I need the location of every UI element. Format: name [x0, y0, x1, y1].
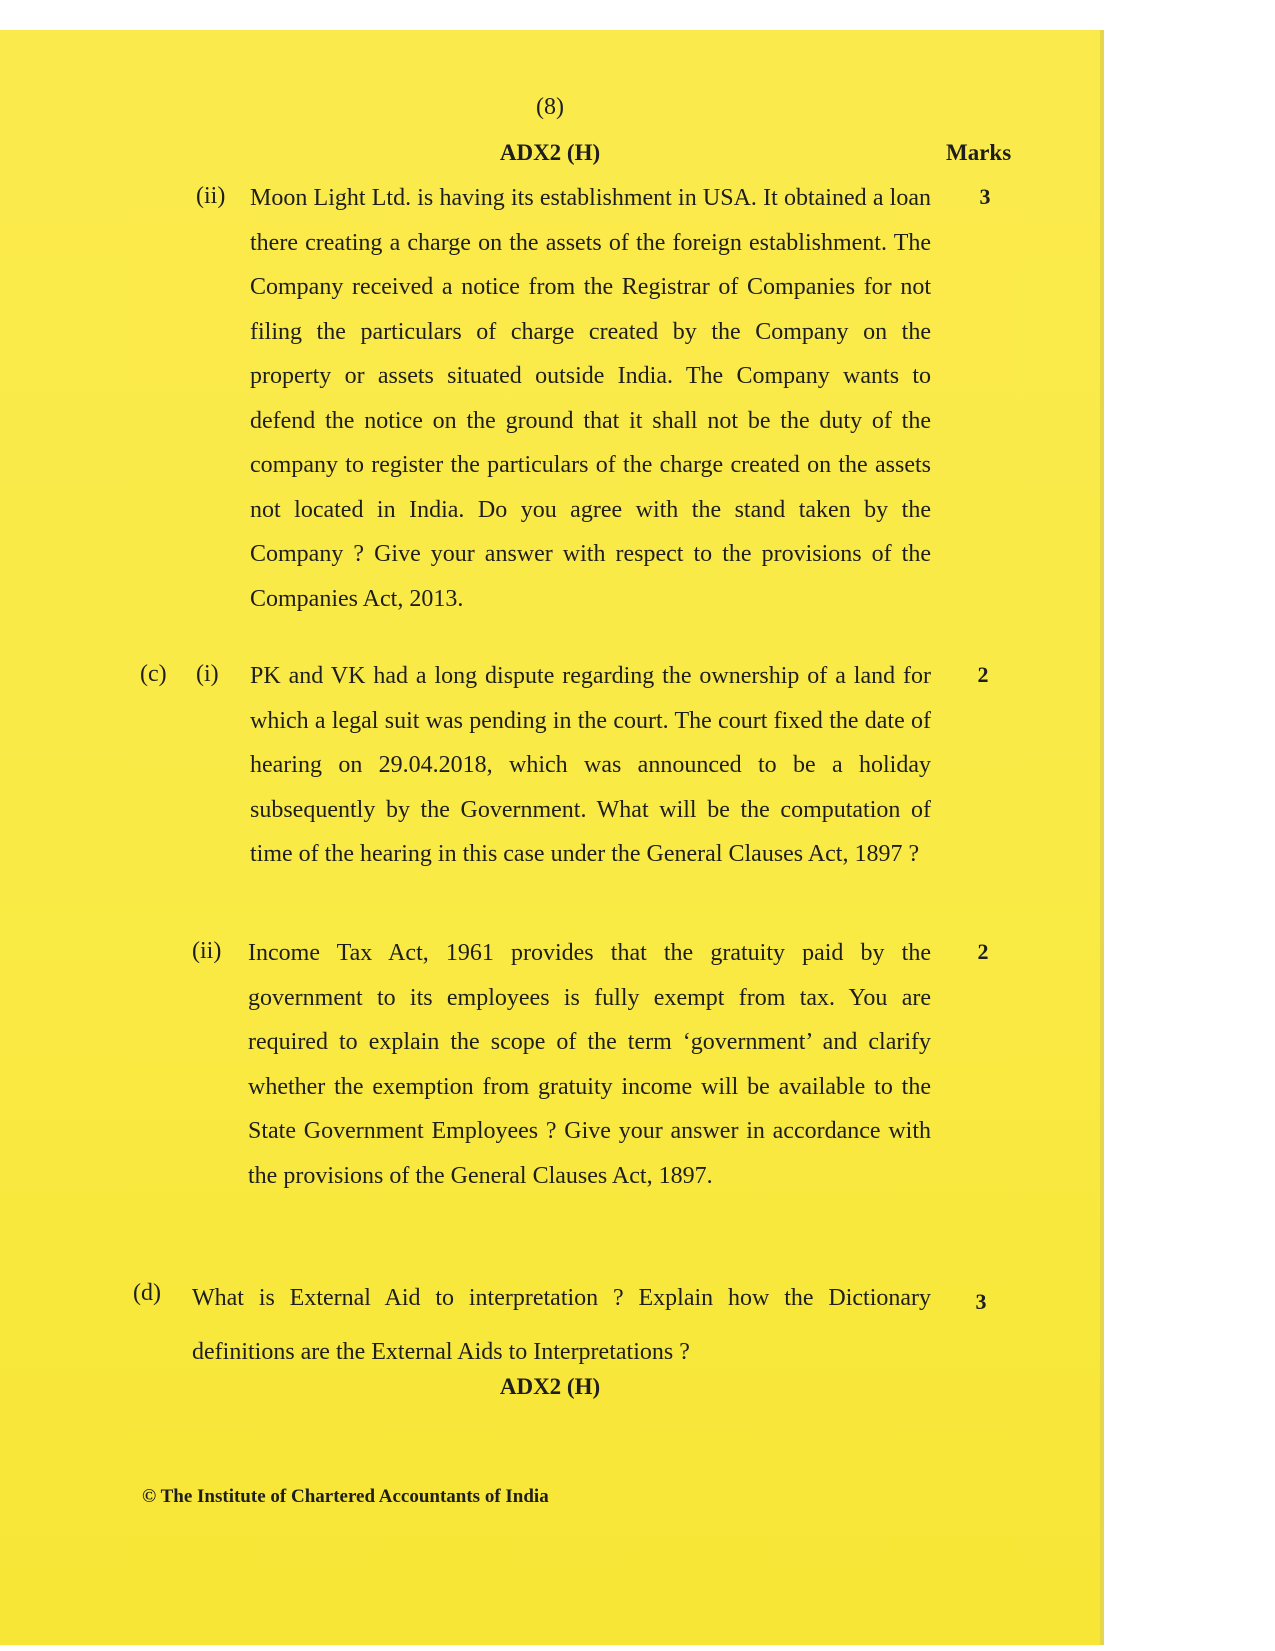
- question-text: What is External Aid to interpretation ? Explain how the Dictionary definitions are the External Aids to Interpretations ?: [192, 1285, 931, 1365]
- question-label-ii: (ii): [196, 183, 226, 209]
- paper-code-header: ADX2 (H): [499, 140, 601, 165]
- question-text: Moon Light Ltd. is having its establishment in USA. It obtained a loan there creating a charge on the assets of the foreign establishment. The Company received a notice from the Registrar of Companies for not filing the particulars of charge created by the Company on the property or assets situated outside India. The Company wants to defend the notice on the ground that it shall not be the duty of the company to register the particulars of the charge created on the assets not located in India. Do you agree with the stand taken by the Company ? Give your answer with respect to the provisions of the Companies Act, 2013.: [250, 185, 931, 612]
- question-label-c: (c): [140, 661, 167, 687]
- question-label-ii: (ii): [192, 938, 222, 964]
- copyright-notice: © The Institute of Chartered Accountants of India: [142, 1486, 549, 1507]
- question-label-i: (i): [196, 661, 219, 687]
- question-d-external-aid: [192, 1271, 931, 1379]
- question-marks: 2: [977, 939, 989, 964]
- page-edge-shadow: [1100, 30, 1104, 1645]
- question-marks: 3: [979, 184, 991, 209]
- marks-column-heading: Marks: [946, 140, 1012, 165]
- question-label-d: (d): [133, 1280, 161, 1306]
- question-c-i-hearing-date: [250, 654, 931, 877]
- question-marks: 2: [977, 662, 989, 687]
- question-marks: 3: [975, 1289, 987, 1314]
- question-text: Income Tax Act, 1961 provides that the gratuity paid by the government to its employees is fully exempt from tax. You are required to explain the scope of the term ‘government’ and clarify whether the exemption from gratuity income will be available to the State Government Employees ? Give your answer in accordance with the provisions of the General Clauses Act, 1897.: [248, 940, 931, 1189]
- question-ii-moonlight: [250, 176, 931, 621]
- question-text: PK and VK had a long dispute regarding the ownership of a land for which a legal suit was pending in the court. The court fixed the date of hearing on 29.04.2018, which was announced to be a holiday subsequently by the Government. What will be the computation of time of the hearing in this case under the General Clauses Act, 1897 ?: [250, 663, 931, 867]
- page-number: (8): [536, 94, 564, 120]
- question-c-ii-gratuity: [248, 931, 931, 1198]
- paper-code-footer: ADX2 (H): [499, 1374, 601, 1399]
